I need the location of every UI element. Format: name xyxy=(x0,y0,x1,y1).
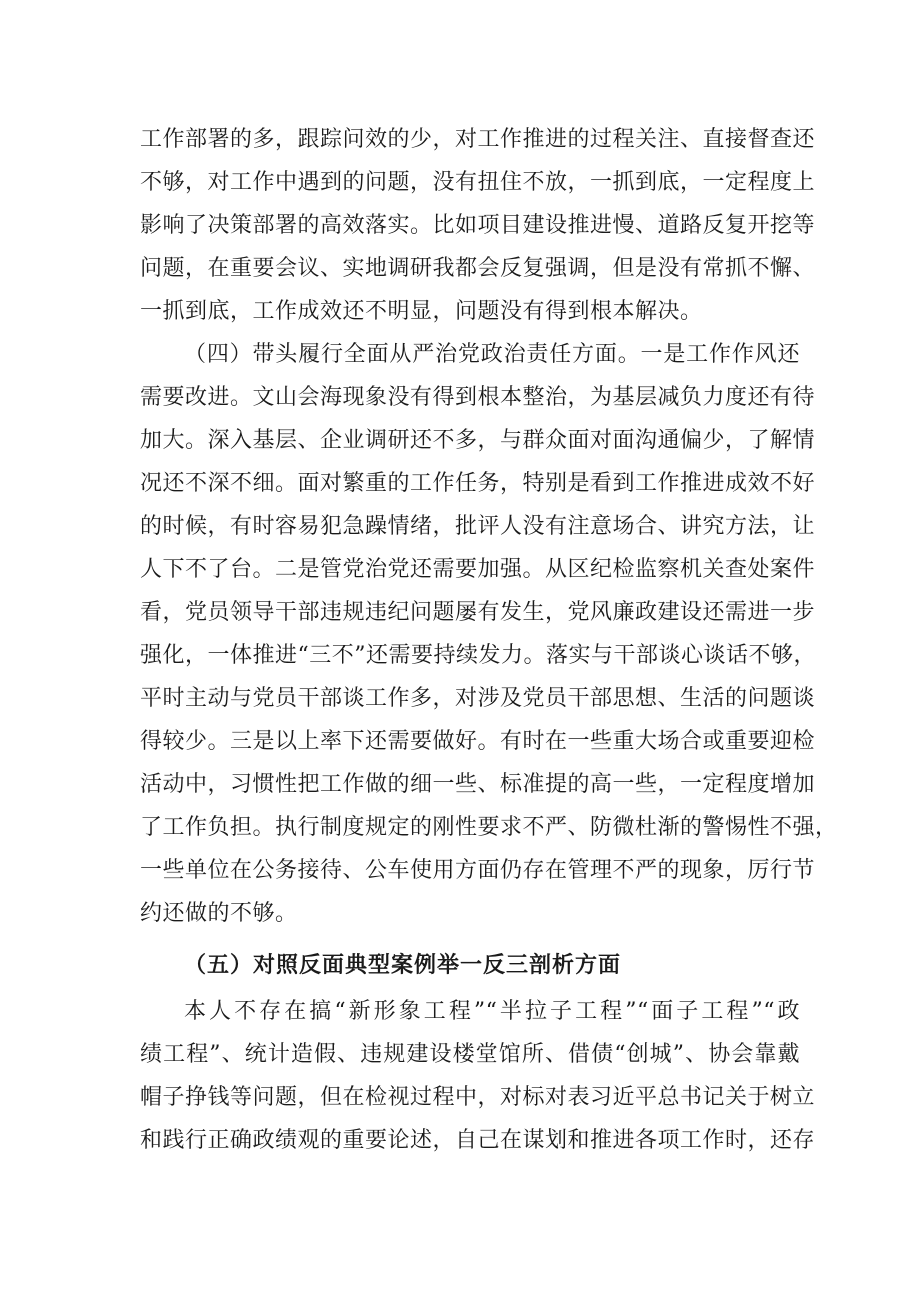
text-line: 一些单位在公务接待、公车使用方面仍存在管理不严的现象，厉行节 xyxy=(140,858,816,883)
text-line: 不够，对工作中遇到的问题，没有扭住不放，一抓到底，一定程度上 xyxy=(140,170,816,195)
text-line: 一抓到底，工作成效还不明显，问题没有得到根本解决。 xyxy=(140,299,703,324)
text-line: 看，党员领导干部违规违纪问题屡有发生，党风廉政建设还需进一步 xyxy=(140,600,816,625)
text-line: 影响了决策部署的高效落实。比如项目建设推进慢、道路反复开挖等 xyxy=(140,213,816,238)
text-line: 况还不深不细。面对繁重的工作任务，特别是看到工作推进成效不好 xyxy=(140,471,816,496)
text-line: 和践行正确政绩观的重要论述，自己在谋划和推进各项工作时，还存 xyxy=(140,1128,816,1153)
text-line: 问题，在重要会议、实地调研我都会反复强调，但是没有常抓不懈、 xyxy=(140,256,816,281)
text-line: 活动中，习惯性把工作做的细一些、标准提的高一些，一定程度增加 xyxy=(140,772,816,797)
text-line: 工作部署的多，跟踪问效的少，对工作推进的过程关注、直接督查还 xyxy=(140,127,816,152)
text-line: 帽子挣钱等问题，但在检视过程中，对标对表习近平总书记关于树立 xyxy=(140,1085,816,1110)
text-line: 得较少。三是以上率下还需要做好。有时在一些重大场合或重要迎检 xyxy=(140,729,816,754)
text-line: 绩工程”、统计造假、违规建设楼堂馆所、借债“创城”、协会靠戴 xyxy=(140,1042,800,1067)
text-line: 强化，一体推进“三不”还需要持续发力。落实与干部谈心谈话不够， xyxy=(140,643,816,668)
section-four-first-line: （四）带头履行全面从严治党政治责任方面。一是工作作风还 xyxy=(184,342,800,367)
section-five-first-line: 本人不存在搞“新形象工程”“半拉子工程”“面子工程”“政 xyxy=(184,999,800,1024)
text-line: 平时主动与党员干部谈工作多，对涉及党员干部思想、生活的问题谈 xyxy=(140,686,816,711)
text-line: 约还做的不够。 xyxy=(140,901,298,926)
text-line: 了工作负担。执行制度规定的刚性要求不严、防微杜渐的警惕性不强， xyxy=(140,815,838,840)
text-line: 加大。深入基层、企业调研还不多，与群众面对面沟通偏少，了解情 xyxy=(140,428,816,453)
text-line: 需要改进。文山会海现象没有得到根本整治，为基层减负力度还有待 xyxy=(140,385,816,410)
text-line: 的时候，有时容易犯急躁情绪，批评人没有注意场合、讲究方法，让 xyxy=(140,514,816,539)
text-line: 人下不了台。二是管党治党还需要加强。从区纪检监察机关查处案件 xyxy=(140,557,816,582)
section-five-heading: （五）对照反面典型案例举一反三剖析方面 xyxy=(184,952,622,978)
